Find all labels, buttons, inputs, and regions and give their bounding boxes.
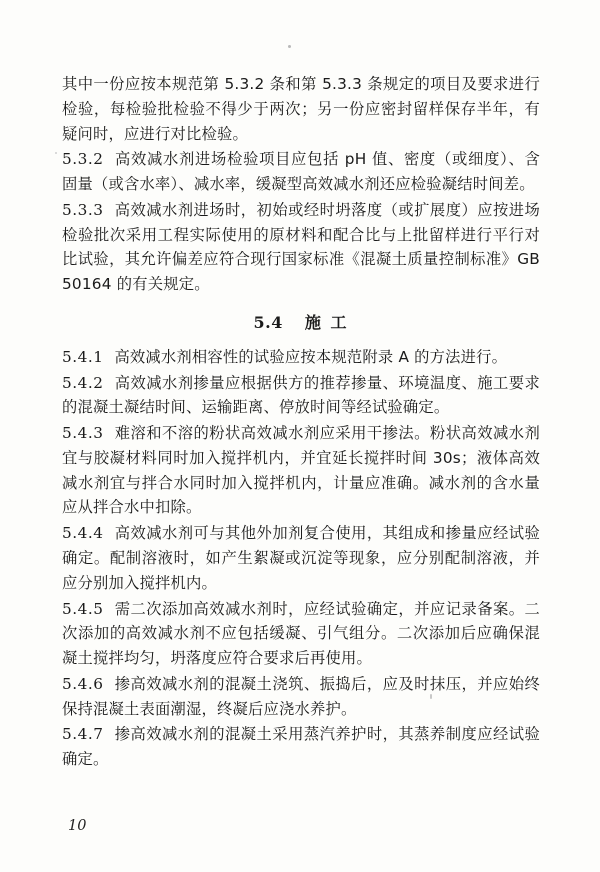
paragraph-text: 难溶和不溶的粉状高效减水剂应采用干掺法。粉状高效减水剂宜与胶凝材料同时加入搅拌机内，并宜延长搅拌时间 30s；液体高效减水剂宜与拌合水同时加入搅拌机内，计量应准确。减水剂的含水量应从拌合水中扣除。 <box>62 424 540 517</box>
section-title: 施 工 <box>304 312 349 332</box>
paragraph <box>62 198 540 297</box>
paragraph-text: 其中一份应按本规范第 5.3.2 条和第 5.3.3 条规定的项目及要求进行检验，每检验批检验不得少于两次；另一份应密封留样保存半年，有疑问时，应进行对比检验。 <box>62 75 540 143</box>
clause-number: 5.4.2 <box>62 373 104 392</box>
paragraph <box>62 345 540 370</box>
paragraph <box>62 147 540 197</box>
paragraph-text: 高效减水剂可与其他外加剂复合使用，其组成和掺量应经试验确定。配制溶液时，如产生絮凝或沉淀等现象，应分别配制溶液，并应分别加入搅拌机内。 <box>62 524 540 592</box>
clause-number: 5.4.7 <box>62 725 104 744</box>
scan-speck-icon <box>288 45 291 48</box>
paragraph-text: 高效减水剂相容性的试验应按本规范附录 A 的方法进行。 <box>114 347 508 366</box>
paragraph <box>62 722 540 772</box>
section-number: 5.4 <box>253 312 283 332</box>
clause-number: 5.3.3 <box>62 200 104 219</box>
paragraph <box>62 672 540 722</box>
clause-number: 5.4.6 <box>62 674 104 693</box>
clause-number: 5.4.1 <box>62 347 104 366</box>
clause-number: 5.4.4 <box>62 524 104 543</box>
clause-number: 5.4.3 <box>62 424 104 443</box>
paragraph <box>62 521 540 595</box>
section-heading <box>62 310 540 333</box>
page-number: 10 <box>68 818 87 834</box>
paragraph-text: 掺高效减水剂的混凝土浇筑、振捣后，应及时抹压，并应始终保持混凝土表面潮湿，终凝后应浇水养护。 <box>62 674 540 718</box>
paragraph-text: 高效减水剂进场检验项目应包括 pH 值、密度（或细度）、含固量（或含水率）、减水率，缓凝型高效减水剂还应检验凝结时间差。 <box>62 150 540 194</box>
paragraph-text: 高效减水剂掺量应根据供方的推荐掺量、环境温度、施工要求的混凝土凝结时间、运输距离、停放时间等经试验确定。 <box>62 373 540 417</box>
clause-number: 5.3.2 <box>62 150 104 169</box>
paragraph-text: 需二次添加高效减水剂时，应经试验确定，并应记录备案。二次添加的高效减水剂不应包括缓凝、引气组分。二次添加后应确保混凝土搅拌均匀，坍落度应符合要求后再使用。 <box>62 599 540 668</box>
paragraph <box>62 421 540 520</box>
paragraph <box>62 371 540 421</box>
clause-number: 5.4.5 <box>62 599 104 618</box>
paragraph <box>62 597 540 671</box>
paragraph-text: 掺高效减水剂的混凝土采用蒸汽养护时，其蒸养制度应经试验确定。 <box>62 725 540 769</box>
body-text <box>62 72 540 773</box>
paragraph <box>62 72 540 146</box>
paragraph-text: 高效减水剂进场时，初始或经时坍落度（或扩展度）应按进场检验批次采用工程实际使用的原材料和配合比与上批留样进行平行对比试验，其允许偏差应符合现行国家标准《混凝土质量控制标准》GB 50164 的有关规定。 <box>62 200 540 294</box>
scan-speck-icon <box>55 152 57 154</box>
